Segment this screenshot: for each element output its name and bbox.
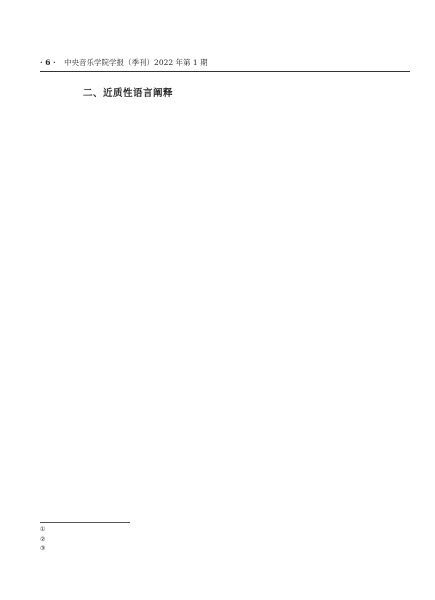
section-title: 二、近质性语言阐释 [82,88,173,99]
footnotes [40,525,410,554]
page-number: · 6 · [40,58,56,67]
footnote-mark: ① [40,526,46,533]
running-header [40,57,410,69]
right-column [234,80,410,510]
footnote-mark: ③ [40,545,46,552]
footnote [40,544,410,554]
journal-title: 中央音乐学院学报（季刊）2022 年第 1 期 [64,58,208,67]
footnote [40,535,410,545]
left-column [40,80,216,510]
footnote-rule [40,522,130,523]
footnote [40,525,410,535]
footnote-mark: ② [40,535,46,543]
header-rule [40,71,410,72]
